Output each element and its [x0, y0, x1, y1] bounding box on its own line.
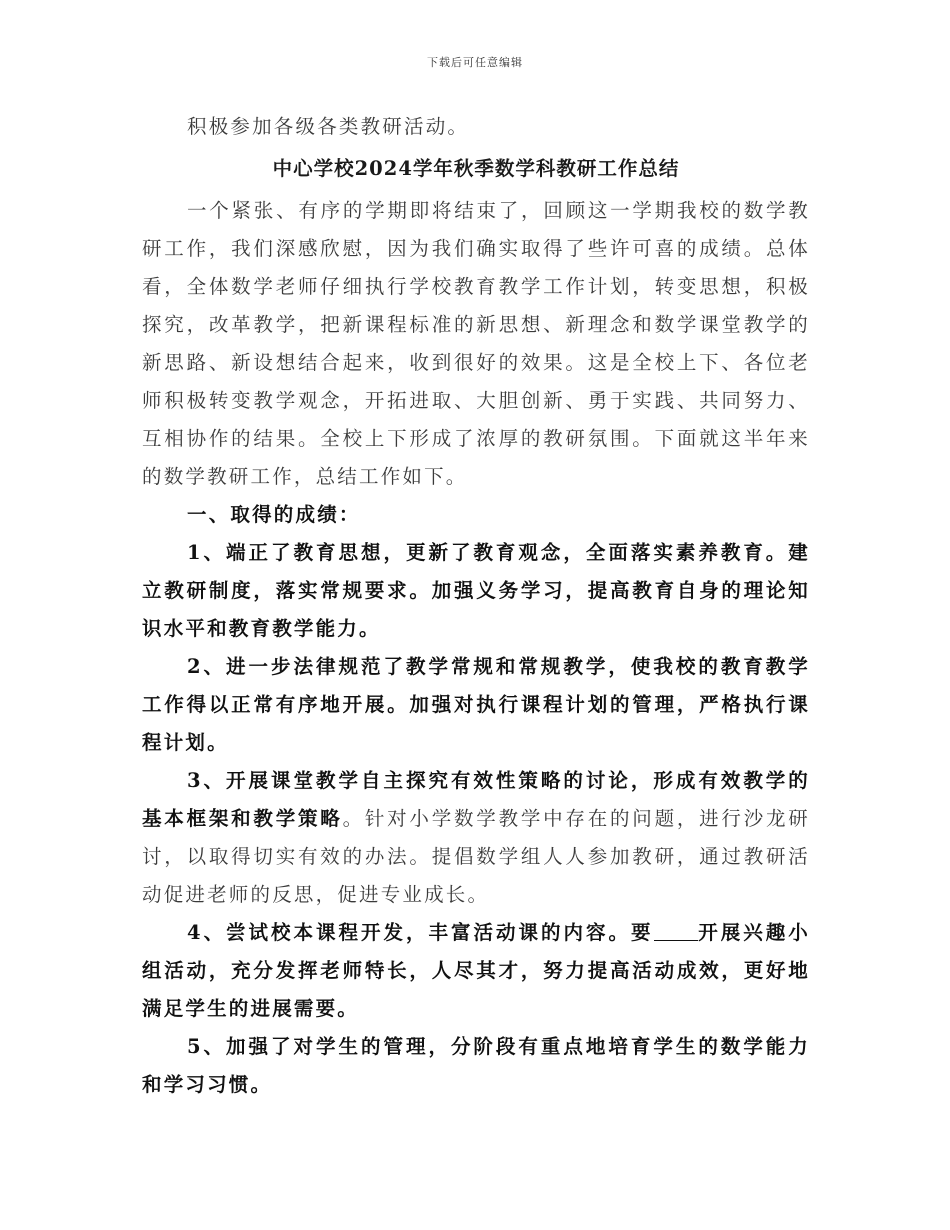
- item-3-bold-text: 3、开展课堂教学自主探究有效性策略的讨论，形成有效教学的基本框架和教学策略: [142, 769, 810, 830]
- item-5: 5、加强了对学生的管理，分阶段有重点地培育学生的数学能力和学习习惯。: [142, 1035, 810, 1096]
- intro-paragraph: 一个紧张、有序的学期即将结束了，回顾这一学期我校的数学教研工作，我们深感欣慰，因为我们确实取得了些许可喜的成绩。总体看，全体数学老师仔细执行学校教育教学工作计划，转变思想，积极探究，改革教学，把新课程标准的新思想、新理念和数学课堂教学的新思路、新设想结合起来，收到很好的效果。这是全校上下、各位老师积极转变教学观念，开拓进取、大胆创新、勇于实践、共同努力、互相协作的结果。全校上下形成了浓厚的教研氛围。下面就这半年来的数学教研工作，总结工作如下。: [142, 199, 810, 488]
- item-2: 2、进一步法律规范了教学常规和常规教学，使我校的教育教学工作得以正常有序地开展。加强对执行课程计划的管理，严格执行课程计划。: [142, 655, 810, 754]
- item-1: 1、端正了教育思想，更新了教育观念，全面落实素养教育。建立教研制度，落实常规要求。加强义务学习，提高教育自身的理论知识水平和教育教学能力。: [142, 541, 810, 640]
- paragraph-continuation: 积极参加各级各类教研活动。: [187, 115, 470, 138]
- item-4: [142, 914, 810, 1028]
- item-4-text-a: 4、尝试校本课程开发，丰富活动课的内容。要: [187, 921, 654, 944]
- fill-in-blank: [654, 918, 698, 941]
- item-3: [142, 762, 810, 914]
- item-4-text-b: 开展兴趣小组活动，充分发挥老师特长，人尽其才，努力提高活动成效，更好地满足学生的进展需要。: [142, 921, 810, 1020]
- document-body: [142, 108, 810, 1104]
- item-3-normal-text: 。针对小学数学教学中存在的问题，进行沙龙研讨，以取得切实有效的办法。提倡数学组人人参加教研，通过教研活动促进老师的反思，促进专业成长。: [142, 807, 810, 906]
- section-heading-achievements: 一、取得的成绩：: [187, 503, 361, 526]
- document-title: 中心学校2024学年秋季数学科教研工作总结: [272, 157, 680, 180]
- page-header: 下载后可任意编辑: [427, 56, 523, 69]
